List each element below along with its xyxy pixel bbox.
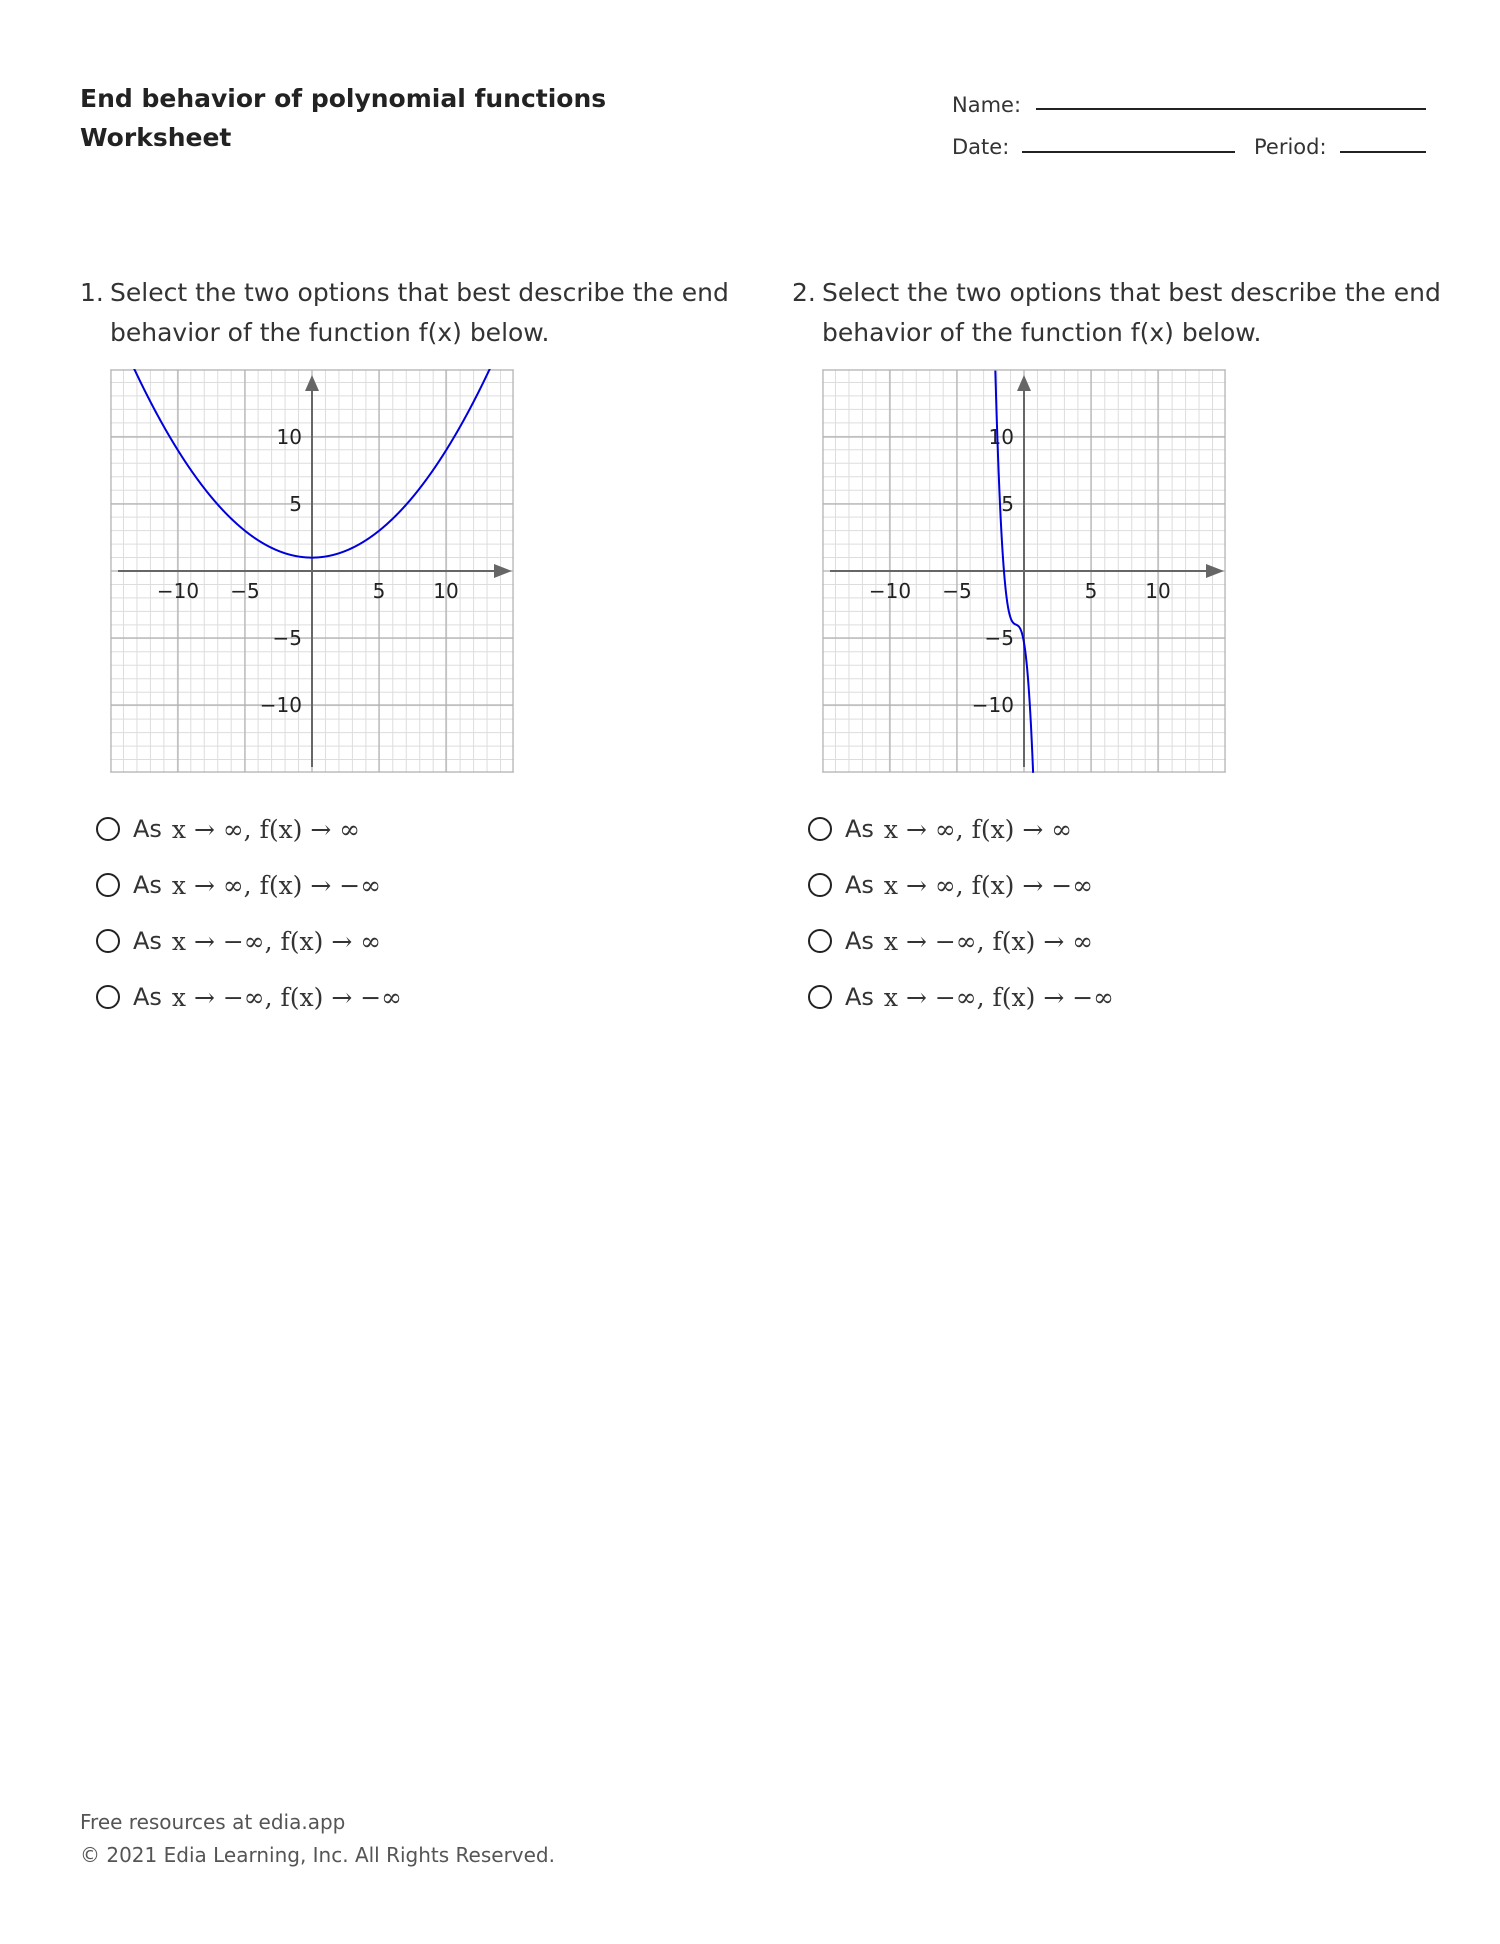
q1-option-2-radio[interactable] xyxy=(96,873,120,897)
footer-copyright: © 2021 Edia Learning, Inc. All Rights Reserved. xyxy=(80,1843,555,1867)
q1-y-tick-label: 5 xyxy=(1001,492,1014,516)
question-2 xyxy=(792,273,1452,353)
q1-y-axis-arrow-icon xyxy=(1017,375,1031,391)
worksheet-title: End behavior of polynomial functions xyxy=(80,84,607,113)
q1-option-1-prefix: As xyxy=(133,815,162,843)
question-1-text: Select the two options that best describe the end behavior of the function f(x) below. xyxy=(110,278,729,347)
q2-option-4[interactable] xyxy=(808,979,1114,1015)
q2-option-4-math: x → −∞, f(x) → −∞ xyxy=(883,982,1114,1012)
q1-x-tick-label: 5 xyxy=(1084,579,1098,603)
date-label: Date: xyxy=(952,135,1010,159)
q1-option-2[interactable] xyxy=(96,867,381,903)
period-field[interactable] xyxy=(1340,151,1426,153)
q2-option-1-math: x → ∞, f(x) → ∞ xyxy=(883,814,1073,844)
date-field[interactable] xyxy=(1022,151,1235,153)
name-field[interactable] xyxy=(1036,108,1426,110)
q0-x-tick-label: 5 xyxy=(372,579,386,603)
q1-option-1-radio[interactable] xyxy=(96,817,120,841)
question-1-number: 1. xyxy=(80,278,104,307)
q1-option-3-math: x → −∞, f(x) → ∞ xyxy=(171,926,382,956)
q1-x-tick-label: 10 xyxy=(1145,579,1171,603)
q1-option-3-prefix: As xyxy=(133,927,162,955)
q2-option-1[interactable] xyxy=(808,811,1072,847)
q0-y-tick-label: 10 xyxy=(276,425,302,449)
q0-x-axis-arrow-icon xyxy=(494,564,512,578)
footer-resources: Free resources at edia.app xyxy=(80,1810,346,1834)
q0-y-tick-label: −10 xyxy=(259,693,302,717)
q1-option-2-math: x → ∞, f(x) → −∞ xyxy=(171,870,382,900)
question-2-text: Select the two options that best describe the end behavior of the function f(x) below. xyxy=(822,278,1441,347)
q1-option-1[interactable] xyxy=(96,811,360,847)
q2-option-3[interactable] xyxy=(808,923,1093,959)
question-2-number: 2. xyxy=(792,278,816,307)
q2-option-1-radio[interactable] xyxy=(808,817,832,841)
q1-option-3-radio[interactable] xyxy=(96,929,120,953)
q1-option-1-math: x → ∞, f(x) → ∞ xyxy=(171,814,361,844)
q2-option-2-prefix: As xyxy=(845,871,874,899)
q2-option-3-math: x → −∞, f(x) → ∞ xyxy=(883,926,1094,956)
q2-option-4-radio[interactable] xyxy=(808,985,832,1009)
q0-x-tick-label: −5 xyxy=(230,579,260,603)
question-1-graph xyxy=(110,369,514,773)
worksheet-subtitle: Worksheet xyxy=(80,123,232,152)
q1-option-4-math: x → −∞, f(x) → −∞ xyxy=(171,982,402,1012)
q2-option-4-prefix: As xyxy=(845,983,874,1011)
q2-option-2-math: x → ∞, f(x) → −∞ xyxy=(883,870,1094,900)
q1-option-4-prefix: As xyxy=(133,983,162,1011)
q0-y-axis-arrow-icon xyxy=(305,375,319,391)
question-1 xyxy=(80,273,740,353)
q2-option-3-radio[interactable] xyxy=(808,929,832,953)
name-label: Name: xyxy=(952,93,1022,117)
q1-y-tick-label: −10 xyxy=(971,693,1014,717)
q1-y-tick-label: 10 xyxy=(988,425,1014,449)
q1-option-4-radio[interactable] xyxy=(96,985,120,1009)
q0-x-tick-label: −10 xyxy=(156,579,200,603)
q1-x-tick-label: −5 xyxy=(942,579,972,603)
q0-y-tick-label: 5 xyxy=(289,492,302,516)
q1-option-3[interactable] xyxy=(96,923,381,959)
q0-y-tick-label: −5 xyxy=(272,626,302,650)
q1-x-axis-arrow-icon xyxy=(1206,564,1224,578)
q2-option-1-prefix: As xyxy=(845,815,874,843)
q1-option-4[interactable] xyxy=(96,979,402,1015)
q1-option-2-prefix: As xyxy=(133,871,162,899)
q1-y-tick-label: −5 xyxy=(984,626,1014,650)
question-2-graph xyxy=(822,369,1226,773)
period-label: Period: xyxy=(1254,135,1327,159)
q1-x-tick-label: −10 xyxy=(868,579,912,603)
q2-option-2-radio[interactable] xyxy=(808,873,832,897)
q2-option-3-prefix: As xyxy=(845,927,874,955)
q2-option-2[interactable] xyxy=(808,867,1093,903)
q0-x-tick-label: 10 xyxy=(433,579,459,603)
